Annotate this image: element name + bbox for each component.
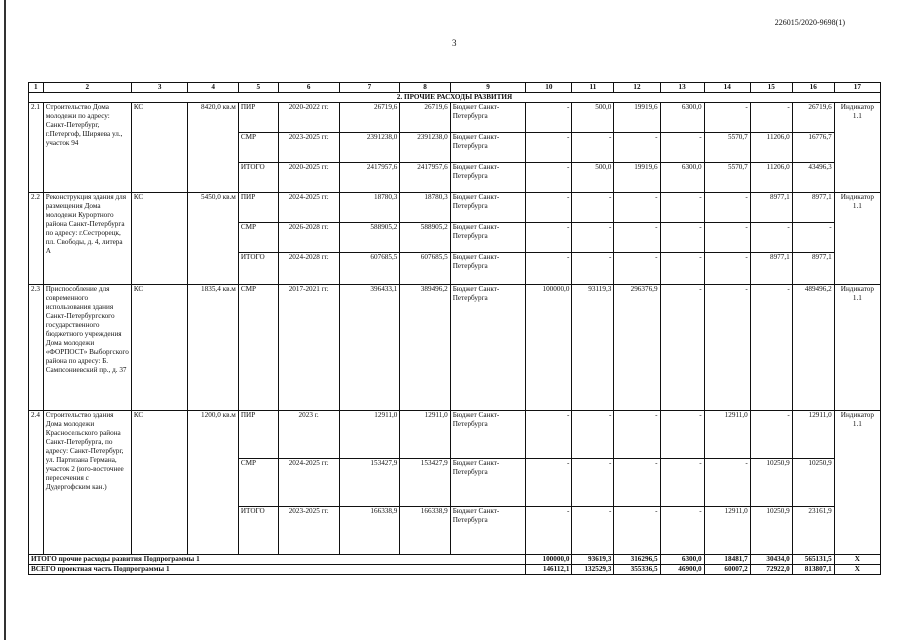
value-cell: - <box>704 223 750 253</box>
project-number: 2.4 <box>29 411 44 555</box>
value-cell: 23161,9 <box>792 507 834 555</box>
project-type: КС <box>131 411 188 555</box>
stage-cell: СМР <box>238 285 278 411</box>
total-value: 132529,3 <box>572 565 614 575</box>
table-row <box>29 193 881 223</box>
value-cell: 8977,1 <box>792 193 834 223</box>
value-cell: 396433,1 <box>339 285 400 411</box>
document-number: 226015/2020-9698(1) <box>774 18 845 27</box>
project-name: Строительство здания Дома молодежи Красносельского района Санкт-Петербурга, по адресу: Санкт-Петербург, ул. Партизана Германа, участок 2 (юго-восточнее пересечения с Дудергофским кан.) <box>43 411 131 555</box>
value-cell: - <box>614 253 660 285</box>
period-cell: 2026-2028 гг. <box>278 223 339 253</box>
funding-source-cell: Бюджет Санкт-Петербурга <box>450 285 526 411</box>
value-cell: - <box>750 103 792 133</box>
period-cell: 2017-2021 гг. <box>278 285 339 411</box>
project-capacity: 1200,0 кв.м <box>188 411 238 555</box>
value-cell: 500,0 <box>572 103 614 133</box>
funding-source-cell: Бюджет Санкт-Петербурга <box>450 253 526 285</box>
project-type: КС <box>131 193 188 285</box>
section-title: 2. ПРОЧИЕ РАСХОДЫ РАЗВИТИЯ <box>29 93 881 103</box>
value-cell: - <box>572 507 614 555</box>
stage-cell: ПИР <box>238 411 278 459</box>
value-cell: - <box>750 411 792 459</box>
stage-cell: ИТОГО <box>238 253 278 285</box>
value-cell: 153427,9 <box>400 459 450 507</box>
total-value: 100000,0 <box>526 555 572 565</box>
value-cell: - <box>750 223 792 253</box>
header-cell: 1 <box>29 83 44 93</box>
header-cell: 11 <box>572 83 614 93</box>
value-cell: - <box>660 133 704 163</box>
project-type: КС <box>131 285 188 411</box>
page-edge-line <box>4 0 6 640</box>
value-cell: 11206,0 <box>750 163 792 193</box>
header-cell: 10 <box>526 83 572 93</box>
value-cell: 12911,0 <box>339 411 400 459</box>
header-cell: 17 <box>834 83 880 93</box>
stage-cell: СМР <box>238 223 278 253</box>
value-cell: 26719,6 <box>339 103 400 133</box>
value-cell: - <box>526 193 572 223</box>
value-cell: - <box>526 163 572 193</box>
value-cell: 26719,6 <box>400 103 450 133</box>
value-cell: - <box>614 507 660 555</box>
header-cell: 4 <box>188 83 238 93</box>
value-cell: - <box>614 223 660 253</box>
value-cell: 100000,0 <box>526 285 572 411</box>
project-number: 2.1 <box>29 103 44 193</box>
indicator-cell: Индикатор 1.1 <box>834 103 880 193</box>
value-cell: 10250,9 <box>750 507 792 555</box>
section-row <box>29 93 881 103</box>
value-cell: 6300,0 <box>660 163 704 193</box>
indicator-cell: Индикатор 1.1 <box>834 411 880 555</box>
value-cell: - <box>614 459 660 507</box>
value-cell: 10250,9 <box>750 459 792 507</box>
funding-source-cell: Бюджет Санкт-Петербурга <box>450 163 526 193</box>
value-cell: - <box>526 103 572 133</box>
stage-cell: ПИР <box>238 103 278 133</box>
funding-source-cell: Бюджет Санкт-Петербурга <box>450 103 526 133</box>
value-cell: 2417957,6 <box>400 163 450 193</box>
value-cell: - <box>526 253 572 285</box>
value-cell: - <box>704 193 750 223</box>
value-cell: 588905,2 <box>339 223 400 253</box>
total-label: ИТОГО прочие расходы развития Подпрограммы 1 <box>29 555 526 565</box>
period-cell: 2024-2028 гг. <box>278 253 339 285</box>
funding-source-cell: Бюджет Санкт-Петербурга <box>450 459 526 507</box>
total-value: 813807,1 <box>792 565 834 575</box>
value-cell: - <box>572 193 614 223</box>
period-cell: 2024-2025 гг. <box>278 193 339 223</box>
value-cell: 8977,1 <box>750 253 792 285</box>
value-cell: - <box>660 411 704 459</box>
total-row <box>29 565 881 575</box>
stage-cell: ИТОГО <box>238 507 278 555</box>
value-cell: - <box>660 223 704 253</box>
indicator-cell: Индикатор 1.1 <box>834 193 880 285</box>
header-cell: 6 <box>278 83 339 93</box>
value-cell: 296376,9 <box>614 285 660 411</box>
total-value: 72922,0 <box>750 565 792 575</box>
value-cell: 93119,3 <box>572 285 614 411</box>
value-cell: - <box>660 285 704 411</box>
value-cell: - <box>572 223 614 253</box>
value-cell: 19919,6 <box>614 103 660 133</box>
stage-cell: СМР <box>238 133 278 163</box>
project-capacity: 1835,4 кв.м <box>188 285 238 411</box>
value-cell: - <box>750 285 792 411</box>
project-capacity: 8420,0 кв.м <box>188 103 238 193</box>
value-cell: 12911,0 <box>792 411 834 459</box>
header-cell: 14 <box>704 83 750 93</box>
table-row <box>29 285 881 411</box>
value-cell: 389496,2 <box>400 285 450 411</box>
total-value: 146112,1 <box>526 565 572 575</box>
project-name: Приспособление для современного использования здания Санкт-Петербургского государственного бюджетного учреждения Дома молодежи «ФОРПОСТ» Выборгского района по адресу: Б. Сампсониевский пр., д. 37 <box>43 285 131 411</box>
total-value: 30434,0 <box>750 555 792 565</box>
header-cell: 7 <box>339 83 400 93</box>
project-number: 2.2 <box>29 193 44 285</box>
value-cell: - <box>572 459 614 507</box>
funding-source-cell: Бюджет Санкт-Петербурга <box>450 133 526 163</box>
project-type: КС <box>131 103 188 193</box>
value-cell: - <box>526 459 572 507</box>
period-cell: 2024-2025 гг. <box>278 459 339 507</box>
value-cell: 607685,5 <box>339 253 400 285</box>
period-cell: 2020-2022 гг. <box>278 103 339 133</box>
stage-cell: СМР <box>238 459 278 507</box>
period-cell: 2020-2025 гг. <box>278 163 339 193</box>
value-cell: - <box>614 193 660 223</box>
value-cell: 18780,3 <box>339 193 400 223</box>
value-cell: 12911,0 <box>704 507 750 555</box>
header-cell: 5 <box>238 83 278 93</box>
value-cell: 5570,7 <box>704 133 750 163</box>
total-value: 60007,2 <box>704 565 750 575</box>
value-cell: - <box>526 133 572 163</box>
total-mark: X <box>834 565 880 575</box>
project-name: Строительство Дома молодежи по адресу: Санкт-Петербург, г.Петергоф, Ширяева ул., участок 94 <box>43 103 131 193</box>
total-mark: X <box>834 555 880 565</box>
funding-source-cell: Бюджет Санкт-Петербурга <box>450 411 526 459</box>
project-capacity: 5450,0 кв.м <box>188 193 238 285</box>
total-value: 46900,0 <box>660 565 704 575</box>
value-cell: 18780,3 <box>400 193 450 223</box>
header-row <box>29 83 881 93</box>
value-cell: - <box>660 253 704 285</box>
table-row <box>29 411 881 459</box>
value-cell: 500,0 <box>572 163 614 193</box>
total-value: 18481,7 <box>704 555 750 565</box>
value-cell: 2391238,0 <box>400 133 450 163</box>
period-cell: 2023-2025 гг. <box>278 507 339 555</box>
indicator-cell: Индикатор 1.1 <box>834 285 880 411</box>
total-row <box>29 555 881 565</box>
value-cell: - <box>526 507 572 555</box>
funding-source-cell: Бюджет Санкт-Петербурга <box>450 193 526 223</box>
value-cell: - <box>704 459 750 507</box>
value-cell: 588905,2 <box>400 223 450 253</box>
value-cell: - <box>660 459 704 507</box>
value-cell: 43496,3 <box>792 163 834 193</box>
header-cell: 13 <box>660 83 704 93</box>
value-cell: 2391238,0 <box>339 133 400 163</box>
expenses-table <box>28 82 881 575</box>
value-cell: 8977,1 <box>750 193 792 223</box>
value-cell: - <box>792 223 834 253</box>
value-cell: - <box>614 133 660 163</box>
value-cell: - <box>614 411 660 459</box>
value-cell: - <box>704 253 750 285</box>
period-cell: 2023 г. <box>278 411 339 459</box>
project-name: Реконструкция здания для размещения Дома молодежи Курортного района Санкт-Петербурга по адресу: г.Сестрорецк, пл. Свободы, д. 4, литера А <box>43 193 131 285</box>
value-cell: - <box>704 285 750 411</box>
value-cell: - <box>660 507 704 555</box>
table-row <box>29 103 881 133</box>
total-value: 93619,3 <box>572 555 614 565</box>
header-cell: 12 <box>614 83 660 93</box>
stage-cell: ИТОГО <box>238 163 278 193</box>
value-cell: - <box>572 133 614 163</box>
value-cell: 607685,5 <box>400 253 450 285</box>
value-cell: 10250,9 <box>792 459 834 507</box>
value-cell: 16776,7 <box>792 133 834 163</box>
funding-source-cell: Бюджет Санкт-Петербурга <box>450 507 526 555</box>
value-cell: 11206,0 <box>750 133 792 163</box>
value-cell: - <box>572 411 614 459</box>
value-cell: - <box>704 103 750 133</box>
value-cell: 489496,2 <box>792 285 834 411</box>
value-cell: 12911,0 <box>704 411 750 459</box>
header-cell: 2 <box>43 83 131 93</box>
value-cell: 6300,0 <box>660 103 704 133</box>
project-number: 2.3 <box>29 285 44 411</box>
value-cell: - <box>572 253 614 285</box>
value-cell: 26719,6 <box>792 103 834 133</box>
value-cell: 166338,9 <box>339 507 400 555</box>
value-cell: 153427,9 <box>339 459 400 507</box>
total-value: 316296,5 <box>614 555 660 565</box>
value-cell: 2417957,6 <box>339 163 400 193</box>
total-label: ВСЕГО проектная часть Подпрограммы 1 <box>29 565 526 575</box>
value-cell: 166338,9 <box>400 507 450 555</box>
header-cell: 16 <box>792 83 834 93</box>
funding-source-cell: Бюджет Санкт-Петербурга <box>450 223 526 253</box>
header-cell: 3 <box>131 83 188 93</box>
value-cell: 12911,0 <box>400 411 450 459</box>
value-cell: 5570,7 <box>704 163 750 193</box>
header-cell: 9 <box>450 83 526 93</box>
value-cell: - <box>526 223 572 253</box>
header-cell: 15 <box>750 83 792 93</box>
stage-cell: ПИР <box>238 193 278 223</box>
total-value: 6300,0 <box>660 555 704 565</box>
value-cell: - <box>526 411 572 459</box>
period-cell: 2023-2025 гг. <box>278 133 339 163</box>
value-cell: 8977,1 <box>792 253 834 285</box>
value-cell: 19919,6 <box>614 163 660 193</box>
total-value: 565131,5 <box>792 555 834 565</box>
header-cell: 8 <box>400 83 450 93</box>
page-number: 3 <box>452 38 457 48</box>
value-cell: - <box>660 193 704 223</box>
total-value: 355336,5 <box>614 565 660 575</box>
